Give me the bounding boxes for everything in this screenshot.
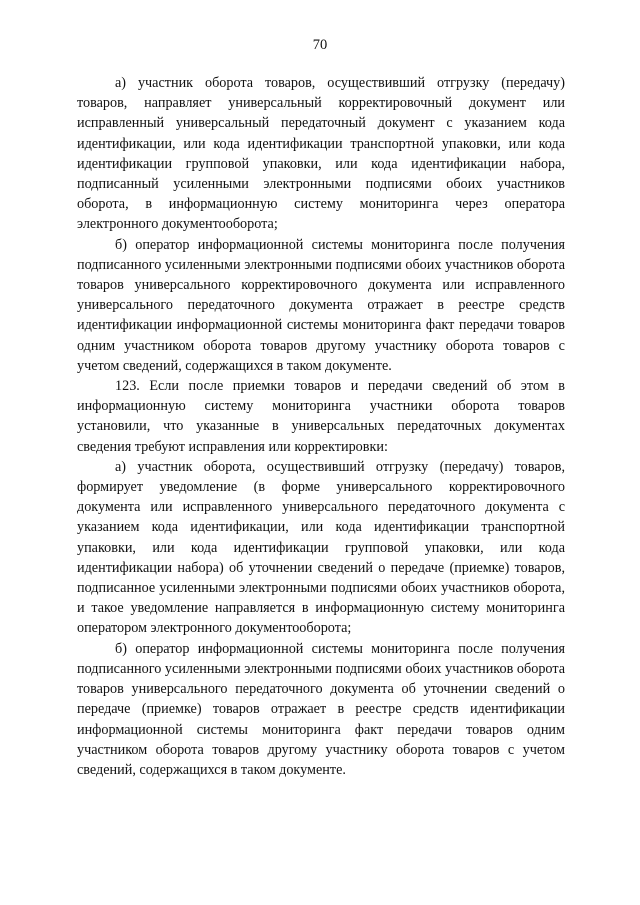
paragraph-item-123: 123. Если после приемки товаров и передачи сведений об этом в информационную систему мониторинга участники оборота товаров установили, что указанные в универсальных передаточных документах сведения требуют исправления или корректировки:: [77, 378, 565, 455]
paragraph-item-123-clause-a: а) участник оборота, осуществивший отгрузку (передачу) товаров, формирует уведомление (в форме универсального корректировочного документа или исправленного универсального передаточного документа с указанием кода идентификации, или кода идентификации транспортной упаковки, или кода идентификации групповой упаковки, или кода идентификации набора) об уточнении сведений о передаче (приемке) товаров, подписанное усиленными электронными подписями обоих участников оборота, и такое уведомление направляется в информационную систему мониторинга оператором электронного документооборота;: [77, 458, 565, 637]
paragraph-item-123-clause-b: б) оператор информационной системы мониторинга после получения подписанного усиленными электронными подписями обоих участников оборота товаров универсального передаточного документа об уточнении сведений о передаче (приемке) товаров отражает в реестре средств идентификации информационной системы мониторинга факт передачи товаров одним участником оборота товаров другому участнику оборота товаров с учетом сведений, содержащихся в таком документе.: [77, 640, 565, 778]
document-body: [77, 73, 565, 780]
paragraph-clause-a: а) участник оборота товаров, осуществивший отгрузку (передачу) товаров, направляет универсальный корректировочный документ или исправленный универсальный передаточный документ с указанием кода идентификации, или кода идентификации транспортной упаковки, или кода идентификации групповой упаковки, или кода идентификации набора, подписанный усиленными электронными подписями обоих участников оборота, в информационную систему мониторинга через оператора электронного документооборота;: [77, 75, 565, 233]
paragraph-clause-b: б) оператор информационной системы мониторинга после получения подписанного усиленными электронными подписями обоих участников оборота товаров универсального корректировочного документа или исправленного универсального передаточного документа отражает в реестре средств идентификации информационной системы мониторинга факт передачи товаров одним участником оборота товаров другому участнику оборота товаров с учетом сведений, содержащихся в таком документе.: [77, 236, 565, 374]
page-number: 70: [312, 37, 328, 53]
